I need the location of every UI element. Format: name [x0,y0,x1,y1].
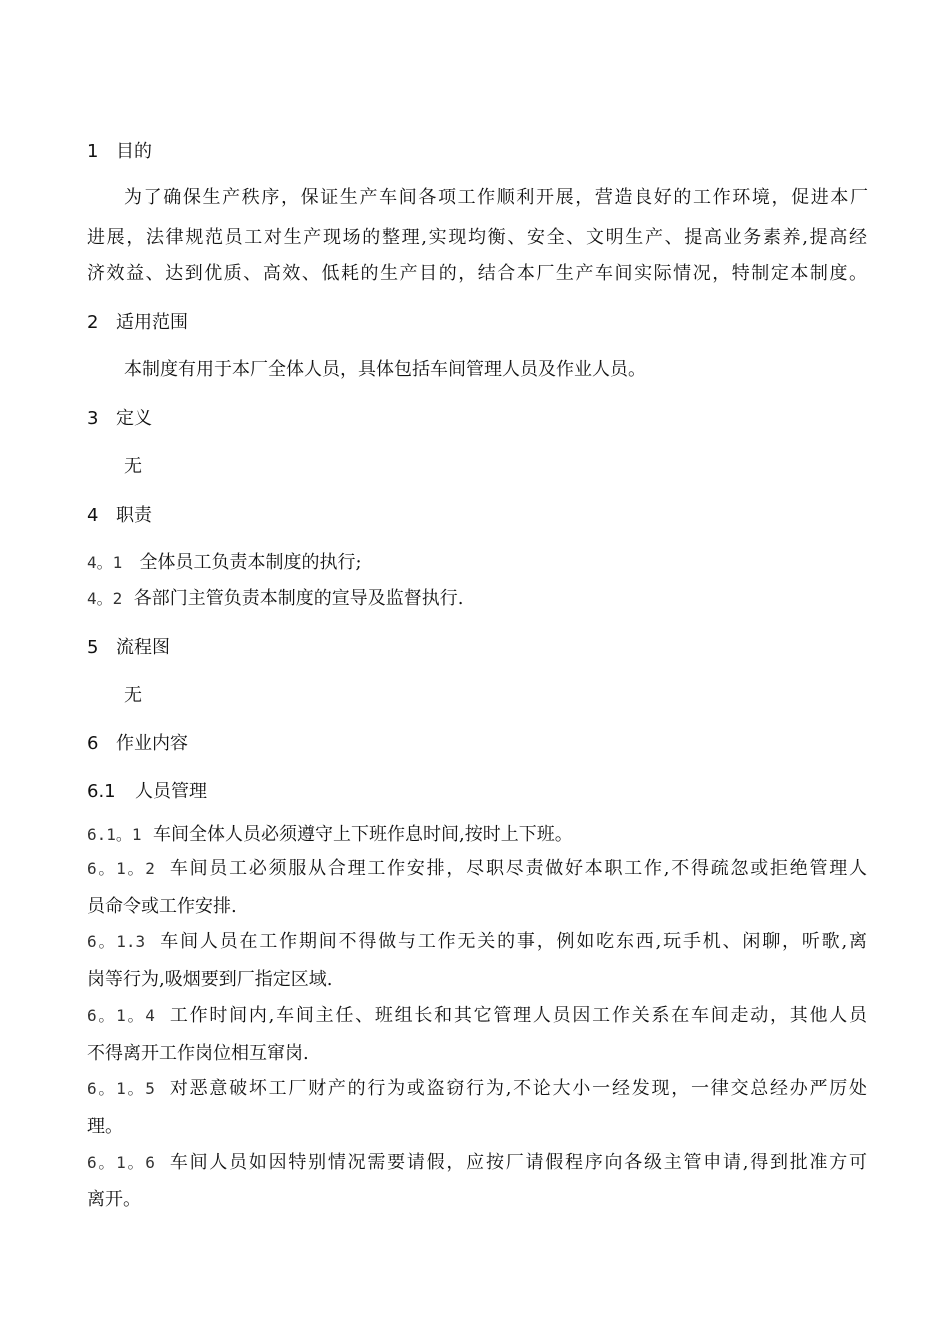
item-text: 工作时间内,车间主任、班组长和其它管理人员因工作关系在车间走动，其他人员 [169,1005,867,1026]
section-4-heading [87,504,867,528]
subsection-heading [87,780,867,804]
list-item [87,1151,867,1175]
section-number: 6 [87,733,99,754]
section-5-heading [87,636,867,660]
paragraph-line: 为了确保生产秩序，保证生产车间各项工作顺利开展，营造良好的工作环境，促进本厂 [124,187,868,208]
list-item [87,930,867,954]
paragraph-line: 本制度有用于本厂全体人员，具体包括车间管理人员及作业人员。 [124,359,646,380]
item-text: 车间全体人员必须遵守上下班作息时间,按时上下班。 [153,824,573,845]
item-text: 车间人员在工作期间不得做与工作无关的事，例如吃东西,玩手机、闲聊，听歌,离 [160,931,867,952]
paragraph-line: 进展，法律规范员工对生产现场的整理,实现均衡、安全、文明生产、提高业务素养,提高经 [87,227,867,248]
list-item [87,857,867,881]
item-number: 4。2 [87,589,123,608]
item-text: 全体员工负责本制度的执行; [139,552,362,573]
section-2-heading [87,311,867,335]
list-item [87,1004,867,1028]
list-item [87,823,867,847]
list-item [87,1077,867,1101]
section-title: 目的 [116,141,152,162]
item-number: 6。1。5 [87,1079,155,1098]
list-item-continuation: 理。 [87,1116,123,1137]
section-number: 2 [87,312,99,333]
section-number: 4 [87,505,99,526]
section-3-heading [87,407,867,431]
subsection-number: 6.1 [87,781,116,802]
list-item [87,551,867,575]
item-text: 车间员工必须服从合理工作安排，尽职尽责做好本职工作,不得疏忽或拒绝管理人 [169,858,867,879]
section-1-heading [87,140,867,164]
list-item-continuation: 员命令或工作安排. [87,896,237,917]
paragraph-line: 无 [124,685,142,706]
item-number: 6。1。2 [87,859,155,878]
item-number: 6。1。6 [87,1153,155,1172]
list-item [87,587,867,611]
item-number: 4。1 [87,553,123,572]
section-6-heading [87,732,867,756]
section-title: 职责 [116,505,152,526]
list-item-continuation: 不得离开工作岗位相互窜岗. [87,1043,309,1064]
section-number: 3 [87,408,99,429]
section-title: 作业内容 [116,733,188,754]
section-number: 5 [87,637,99,658]
section-title: 定义 [116,408,152,429]
item-text: 各部门主管负责本制度的宣导及监督执行. [133,588,464,609]
section-number: 1 [87,141,99,162]
section-title: 流程图 [116,637,170,658]
paragraph-line: 济效益、达到优质、高效、低耗的生产目的，结合本厂生产车间实际情况，特制定本制度。 [87,263,867,284]
paragraph-line: 无 [124,456,142,477]
item-number: 6.1。1 [87,825,142,844]
list-item-continuation: 岗等行为,吸烟要到厂指定区域. [87,969,333,990]
item-number: 6。1.3 [87,932,146,951]
item-text: 对恶意破坏工厂财产的行为或盗窃行为,不论大小一经发现，一律交总经办严厉处 [169,1078,867,1099]
subsection-title: 人员管理 [135,781,207,802]
item-text: 车间人员如因特别情况需要请假，应按厂请假程序向各级主管申请,得到批准方可 [169,1152,867,1173]
list-item-continuation: 离开。 [87,1189,141,1210]
item-number: 6。1。4 [87,1006,155,1025]
section-title: 适用范围 [116,312,188,333]
